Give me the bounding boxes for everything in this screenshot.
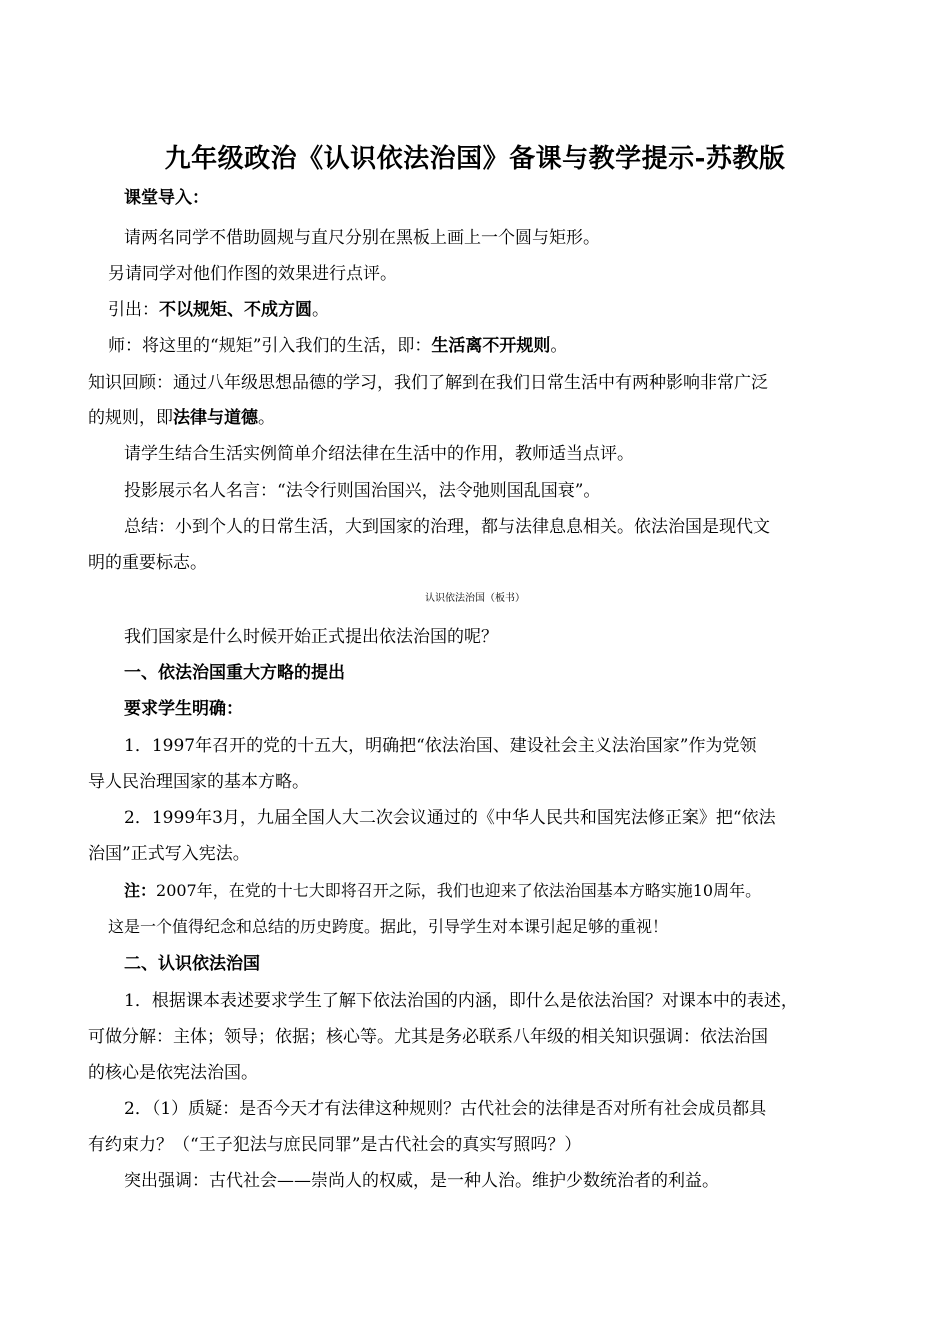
intro-paragraph-2: 另请同学对他们作图的效果进行点评。 [108, 264, 397, 284]
section-2-item-1-line-1: 1．根据课本表述要求学生了解下依法治国的内涵，即什么是依法治国？对课本中的表述， [124, 991, 798, 1011]
section-2-heading: 二、认识依法治国 [124, 954, 260, 974]
intro-p3-suffix: 。 [312, 300, 329, 320]
section-1-item-1-line-1: 1．1997年召开的党的十五大，明确把“依法治国、建设社会主义法治国家”作为党领 [124, 736, 757, 756]
section-2-item-1-line-2: 可做分解：主体；领导；依据；核心等。尤其是务必联系八年级的相关知识强调：依法治国 [88, 1027, 768, 1047]
intro-p5-emphasis: 法律与道德 [173, 408, 258, 428]
intro-paragraph-7: 投影展示名人名言：“法令行则国治国兴，法令弛则国乱国衰”。 [124, 481, 601, 501]
intro-p3-emphasis: 不以规矩、不成方圆 [159, 300, 312, 320]
section-2-item-2-line-3: 突出强调：古代社会——崇尚人的权威，是一种人治。维护少数统治者的利益。 [124, 1171, 719, 1191]
section-2-item-2-line-2: 有约束力？（“王子犯法与庶民同罪”是古代社会的真实写照吗？） [88, 1135, 582, 1155]
intro-paragraph-5-line-1: 知识回顾：通过八年级思想品德的学习，我们了解到在我们日常生活中有两种影响非常广泛 [88, 373, 768, 393]
intro-paragraph-8-line-2: 明的重要标志。 [88, 553, 207, 573]
section-1-item-1-line-2: 导人民治理国家的基本方略。 [88, 772, 309, 792]
intro-paragraph-3 [108, 298, 329, 322]
section-1-subheading: 要求学生明确： [124, 699, 243, 719]
note-text-1: 2007年，在党的十七大即将召开之际，我们也迎来了依法治国基本方略实施10周年。 [156, 881, 762, 900]
intro-heading: 课堂导入： [124, 188, 209, 208]
note-line-2: 这是一个值得纪念和总结的历史跨度。据此，引导学生对本课引起足够的重视！ [108, 917, 669, 936]
section-1-item-2-line-2: 治国”正式写入宪法。 [88, 844, 250, 864]
note-label: 注： [124, 881, 157, 900]
section-1-item-2-line-1: 2．1999年3月，九届全国人大二次会议通过的《中华人民共和国宪法修正案》把“依法 [124, 808, 776, 828]
intro-paragraph-5-line-2 [88, 406, 275, 430]
intro-paragraph-4 [108, 334, 567, 358]
section-1-heading: 一、依法治国重大方略的提出 [124, 663, 345, 683]
question-line: 我们国家是什么时候开始正式提出依法治国的呢？ [124, 627, 498, 647]
note-line-1 [124, 879, 761, 903]
intro-p3-prefix: 引出： [108, 300, 159, 320]
intro-paragraph-8-line-1: 总结：小到个人的日常生活，大到国家的治理，都与法律息息相关。依法治国是现代文 [124, 517, 770, 537]
section-2-item-2-line-1: 2．（1）质疑：是否今天才有法律这种规则？古代社会的法律是否对所有社会成员都具 [124, 1099, 767, 1119]
intro-paragraph-1: 请两名同学不借助圆规与直尺分别在黑板上画上一个圆与矩形。 [124, 228, 600, 248]
board-title: 认识依法治国（板书） [425, 593, 525, 604]
intro-p4-emphasis: 生活离不开规则 [431, 336, 551, 356]
document-title: 九年级政治《认识依法治国》备课与教学提示-苏教版 [164, 144, 786, 174]
intro-p5-prefix: 的规则，即 [88, 408, 173, 428]
intro-p5-suffix: 。 [258, 408, 275, 428]
intro-p4-suffix: 。 [550, 336, 568, 356]
intro-p4-prefix: 师：将这里的“规矩”引入我们的生活，即： [108, 336, 432, 356]
section-2-item-1-line-3: 的核心是依宪法治国。 [88, 1063, 258, 1083]
intro-paragraph-6: 请学生结合生活实例简单介绍法律在生活中的作用，教师适当点评。 [124, 444, 634, 464]
